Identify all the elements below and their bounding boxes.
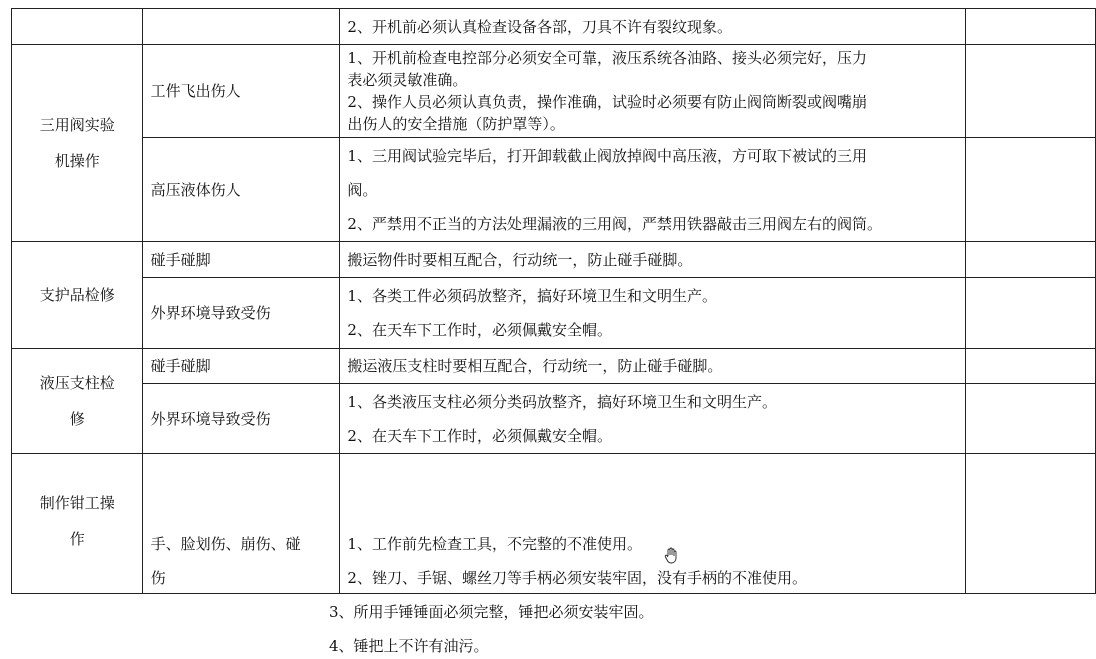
hazard-cell xyxy=(142,278,340,349)
hazard-cell xyxy=(142,384,340,454)
measure-text: 1、各类工件必须码放整齐，搞好环境卫生和文明生产。 xyxy=(347,287,717,305)
measure-text: 出伤人的安全措施（防护罩等）。 xyxy=(347,115,565,133)
hazard-cell xyxy=(142,454,340,594)
category-cell xyxy=(12,242,143,349)
table-row xyxy=(12,138,1096,242)
remark-cell xyxy=(965,454,1095,594)
table-row xyxy=(12,349,1096,384)
measure-cell xyxy=(340,349,965,384)
table-row xyxy=(12,9,1096,45)
measure-text: 1、各类液压支柱必须分类码放整齐，搞好环境卫生和文明生产。 xyxy=(347,392,777,411)
measure-text: 2、开机前必须认真检查设备各部，刀具不许有裂纹现象。 xyxy=(347,17,732,36)
measure-text: 1、三用阀试验完毕后，打开卸载截止阀放掉阀中高压液，方可取下被试的三用 xyxy=(347,146,867,165)
hazard-text: 外界环境导致受伤 xyxy=(150,409,271,428)
measure-text: 2、锉刀、手锯、螺丝刀等手柄必须安装牢固，没有手柄的不准使用。 xyxy=(347,569,807,587)
table-row xyxy=(12,454,1096,594)
measure-cell xyxy=(340,384,965,454)
category-text: 支护品检修 xyxy=(39,286,115,304)
measure-text: 搬运物件时要相互配合，行动统一，防止碰手碰脚。 xyxy=(347,250,693,269)
hazard-text: 手、脸划伤、崩伤、碰 xyxy=(150,535,301,553)
remark-cell xyxy=(965,9,1095,45)
category-text: 液压支柱检 xyxy=(39,374,115,392)
category-cell xyxy=(12,454,143,594)
measure-text: 阀。 xyxy=(347,180,378,199)
remark-cell xyxy=(965,138,1095,242)
hazard-cell xyxy=(142,242,340,278)
measure-cell xyxy=(340,278,965,349)
hazard-text: 工件飞出伤人 xyxy=(150,82,241,100)
hazard-text: 碰手碰脚 xyxy=(150,357,211,375)
category-text: 制作钳工操 xyxy=(39,494,115,512)
overflow-line: 4、锤把上不许有油污。 xyxy=(329,637,489,655)
measure-text: 搬运液压支柱时要相互配合，行动统一，防止碰手碰脚。 xyxy=(347,357,723,375)
hazard-cell xyxy=(142,9,340,45)
hand-pointer-icon xyxy=(664,547,678,565)
measure-text: 2、在天车下工作时，必须佩戴安全帽。 xyxy=(347,321,612,339)
hazard-text: 外界环境导致受伤 xyxy=(150,304,271,322)
table-row xyxy=(12,45,1096,138)
measure-cell xyxy=(340,138,965,242)
category-text: 三用阀实验 xyxy=(39,116,115,134)
measure-text: 2、严禁用不正当的方法处理漏液的三用阀，严禁用铁器敲击三用阀左右的阀筒。 xyxy=(347,214,882,233)
measure-text: 2、在天车下工作时，必须佩戴安全帽。 xyxy=(347,426,612,445)
safety-measures-table xyxy=(11,8,1096,594)
measure-text: 表必须灵敏准确。 xyxy=(347,71,468,89)
category-cell xyxy=(12,9,143,45)
category-text: 修 xyxy=(69,410,85,428)
remark-cell xyxy=(965,278,1095,349)
measure-cell xyxy=(340,45,965,138)
table-row xyxy=(12,384,1096,454)
category-text: 机操作 xyxy=(54,152,100,170)
hazard-text: 高压液体伤人 xyxy=(150,180,241,199)
remark-cell xyxy=(965,384,1095,454)
table-row xyxy=(12,242,1096,278)
hazard-cell xyxy=(142,45,340,138)
category-text: 作 xyxy=(69,530,85,548)
measure-text: 1、工作前先检查工具，不完整的不准使用。 xyxy=(347,535,642,553)
measure-cell xyxy=(340,454,965,594)
measure-cell xyxy=(340,9,965,45)
remark-cell xyxy=(965,45,1095,138)
category-cell xyxy=(12,349,143,454)
measure-text: 2、操作人员必须认真负责，操作准确，试验时必须要有防止阀筒断裂或阀嘴崩 xyxy=(347,93,867,111)
remark-cell xyxy=(965,242,1095,278)
overflow-line: 3、所用手锤锤面必须完整，锤把必须安装牢固。 xyxy=(329,603,654,621)
hazard-cell xyxy=(142,138,340,242)
table-row xyxy=(12,278,1096,349)
hazard-text: 伤 xyxy=(150,569,166,587)
hazard-cell xyxy=(142,349,340,384)
category-cell xyxy=(12,45,143,242)
measure-text: 1、开机前检查电控部分必须安全可靠，液压系统各油路、接头必须完好，压力 xyxy=(347,49,867,67)
hazard-text: 碰手碰脚 xyxy=(150,250,211,269)
remark-cell xyxy=(965,349,1095,384)
measure-cell xyxy=(340,242,965,278)
